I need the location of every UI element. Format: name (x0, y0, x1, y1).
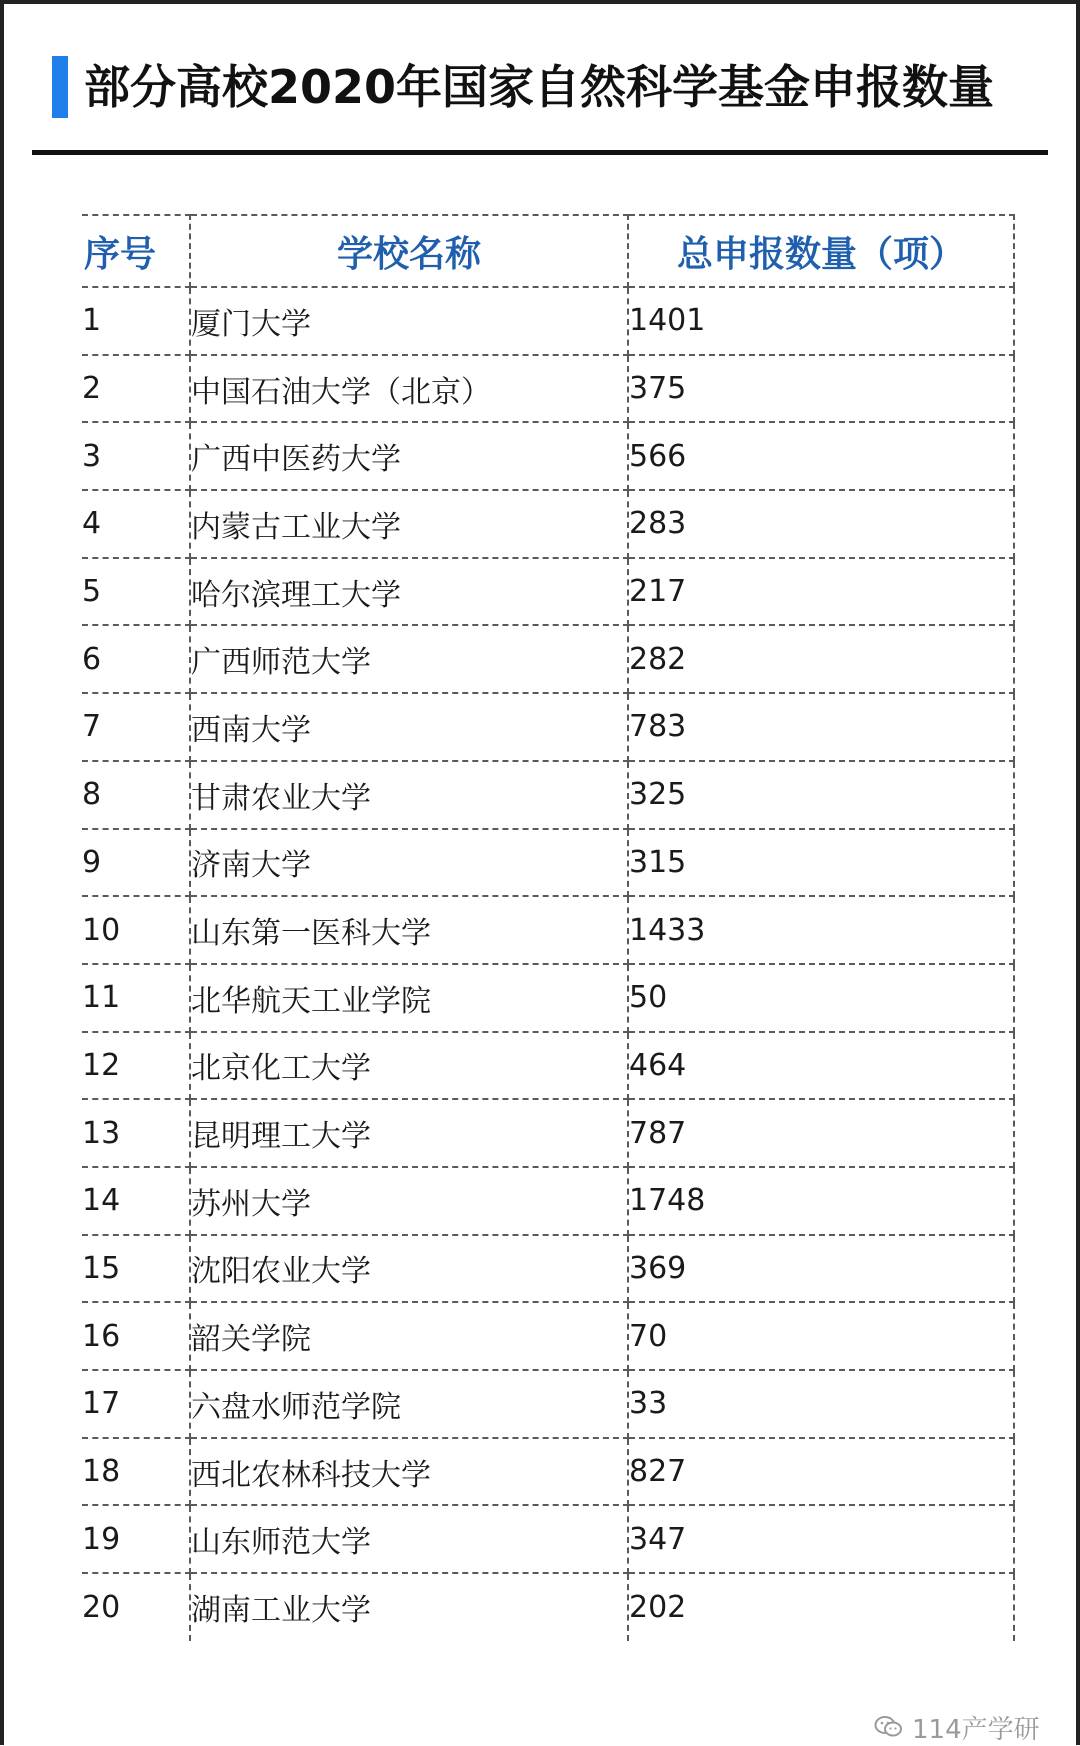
school-name: 甘肃农业大学 (190, 761, 628, 829)
table-header-row (82, 215, 1014, 287)
header-index: 序号 (82, 215, 190, 287)
row-index: 1 (82, 287, 190, 355)
funding-table (82, 214, 1015, 1641)
row-index: 5 (82, 558, 190, 626)
row-index: 4 (82, 490, 190, 558)
school-name: 哈尔滨理工大学 (190, 558, 628, 626)
table-row (82, 1302, 1014, 1370)
school-name: 广西师范大学 (190, 625, 628, 693)
application-count: 783 (628, 693, 1014, 761)
school-name: 苏州大学 (190, 1167, 628, 1235)
school-name: 西南大学 (190, 693, 628, 761)
school-name: 济南大学 (190, 829, 628, 897)
table-row (82, 490, 1014, 558)
table-row (82, 1370, 1014, 1438)
school-name: 厦门大学 (190, 287, 628, 355)
row-index: 16 (82, 1302, 190, 1370)
school-name: 昆明理工大学 (190, 1099, 628, 1167)
application-count: 217 (628, 558, 1014, 626)
row-index: 10 (82, 896, 190, 964)
application-count: 566 (628, 422, 1014, 490)
row-index: 14 (82, 1167, 190, 1235)
row-index: 11 (82, 964, 190, 1032)
school-name: 湖南工业大学 (190, 1573, 628, 1641)
table-row (82, 829, 1014, 897)
application-count: 202 (628, 1573, 1014, 1641)
row-index: 15 (82, 1235, 190, 1303)
school-name: 内蒙古工业大学 (190, 490, 628, 558)
title-accent-bar (52, 56, 68, 118)
watermark-text: 114产学研 (912, 1714, 1040, 1745)
application-count: 315 (628, 829, 1014, 897)
application-count: 369 (628, 1235, 1014, 1303)
application-count: 1748 (628, 1167, 1014, 1235)
application-count: 283 (628, 490, 1014, 558)
header-school-name: 学校名称 (190, 215, 628, 287)
page-title: 部分高校2020年国家自然科学基金申报数量 (84, 60, 995, 114)
row-index: 20 (82, 1573, 190, 1641)
school-name: 韶关学院 (190, 1302, 628, 1370)
table-row (82, 896, 1014, 964)
row-index: 12 (82, 1032, 190, 1100)
row-index: 7 (82, 693, 190, 761)
application-count: 787 (628, 1099, 1014, 1167)
row-index: 3 (82, 422, 190, 490)
table-row (82, 1032, 1014, 1100)
table-row (82, 1438, 1014, 1506)
school-name: 沈阳农业大学 (190, 1235, 628, 1303)
table-row (82, 287, 1014, 355)
wechat-icon (874, 1715, 904, 1739)
table-row (82, 625, 1014, 693)
application-count: 282 (628, 625, 1014, 693)
header-total-count: 总申报数量（项） (628, 215, 1014, 287)
school-name: 北京化工大学 (190, 1032, 628, 1100)
table-row (82, 1573, 1014, 1641)
application-count: 1433 (628, 896, 1014, 964)
table-row (82, 1167, 1014, 1235)
row-index: 6 (82, 625, 190, 693)
school-name: 西北农林科技大学 (190, 1438, 628, 1506)
application-count: 375 (628, 355, 1014, 423)
title-divider (32, 150, 1048, 155)
application-count: 1401 (628, 287, 1014, 355)
row-index: 18 (82, 1438, 190, 1506)
application-count: 70 (628, 1302, 1014, 1370)
school-name: 广西中医药大学 (190, 422, 628, 490)
row-index: 8 (82, 761, 190, 829)
application-count: 347 (628, 1505, 1014, 1573)
table-row (82, 964, 1014, 1032)
school-name: 北华航天工业学院 (190, 964, 628, 1032)
source-watermark (874, 1710, 1040, 1744)
school-name: 山东师范大学 (190, 1505, 628, 1573)
table-row (82, 761, 1014, 829)
school-name: 六盘水师范学院 (190, 1370, 628, 1438)
table-row (82, 693, 1014, 761)
application-count: 464 (628, 1032, 1014, 1100)
school-name: 中国石油大学（北京） (190, 355, 628, 423)
school-name: 山东第一医科大学 (190, 896, 628, 964)
table-row (82, 355, 1014, 423)
row-index: 2 (82, 355, 190, 423)
table-row (82, 1235, 1014, 1303)
row-index: 13 (82, 1099, 190, 1167)
table-row (82, 1099, 1014, 1167)
application-count: 827 (628, 1438, 1014, 1506)
application-count: 33 (628, 1370, 1014, 1438)
application-count: 325 (628, 761, 1014, 829)
row-index: 17 (82, 1370, 190, 1438)
table-row (82, 558, 1014, 626)
application-count: 50 (628, 964, 1014, 1032)
table-row (82, 422, 1014, 490)
row-index: 19 (82, 1505, 190, 1573)
row-index: 9 (82, 829, 190, 897)
table-row (82, 1505, 1014, 1573)
